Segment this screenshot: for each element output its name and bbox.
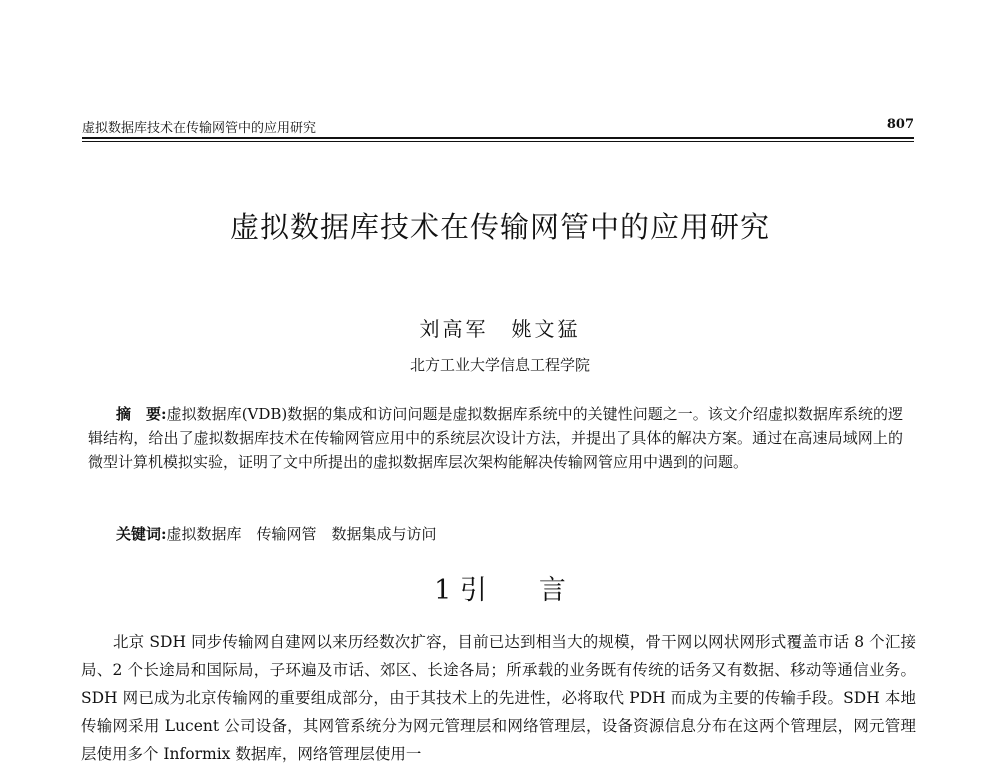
- header-rule-thick: [82, 137, 914, 139]
- header-rule-thin: [82, 141, 914, 142]
- abstract-text: 虚拟数据库(VDB)数据的集成和访问问题是虚拟数据库系统中的关键性问题之一。该文介绍虚拟数据库系统的逻辑结构，给出了虚拟数据库技术在传输网管应用中的系统层次设计方法，并提出了具体的解决方案。通过在高速局域网上的微型计算机模拟实验，证明了文中所提出的虚拟数据库层次架构能解决传输网管应用中遇到的问题。: [88, 405, 903, 471]
- running-title: 虚拟数据库技术在传输网管中的应用研究: [82, 121, 317, 136]
- abstract-label: 摘 要:: [116, 405, 167, 423]
- section-number: 1: [434, 575, 452, 606]
- authors: 刘高军 姚文猛: [419, 317, 581, 341]
- paper-title: 虚拟数据库技术在传输网管中的应用研究: [229, 210, 770, 244]
- section-title: 引言: [459, 575, 618, 606]
- keywords: [116, 522, 896, 546]
- affiliation: 北方工业大学信息工程学院: [409, 356, 590, 374]
- page-number: 807: [886, 117, 914, 132]
- section-heading: [0, 568, 1000, 607]
- keywords-label: 关键词:: [116, 525, 167, 543]
- keywords-text: 虚拟数据库 传输网管 数据集成与访问: [166, 525, 437, 543]
- body-paragraph: 北京 SDH 同步传输网自建网以来历经数次扩容，目前已达到相当大的规模，骨干网以网状网形式覆盖市话 8 个汇接局、2 个长途局和国际局，子环遍及市话、郊区、长途各局；所承载的业务既有传统的话务又有数据、移动等通信业务。SDH 网已成为北京传输网的重要组成部分，由于其技术上的先进性，必将取代 PDH 而成为主要的传输手段。SDH 本地传输网采用 Lucent 公司设备，其网管系统分为网元管理层和网络管理层，设备资源信息分布在这两个管理层，网元管理层使用多个 Informix 数据库，网络管理层使用一: [81, 633, 916, 763]
- abstract: [88, 402, 903, 474]
